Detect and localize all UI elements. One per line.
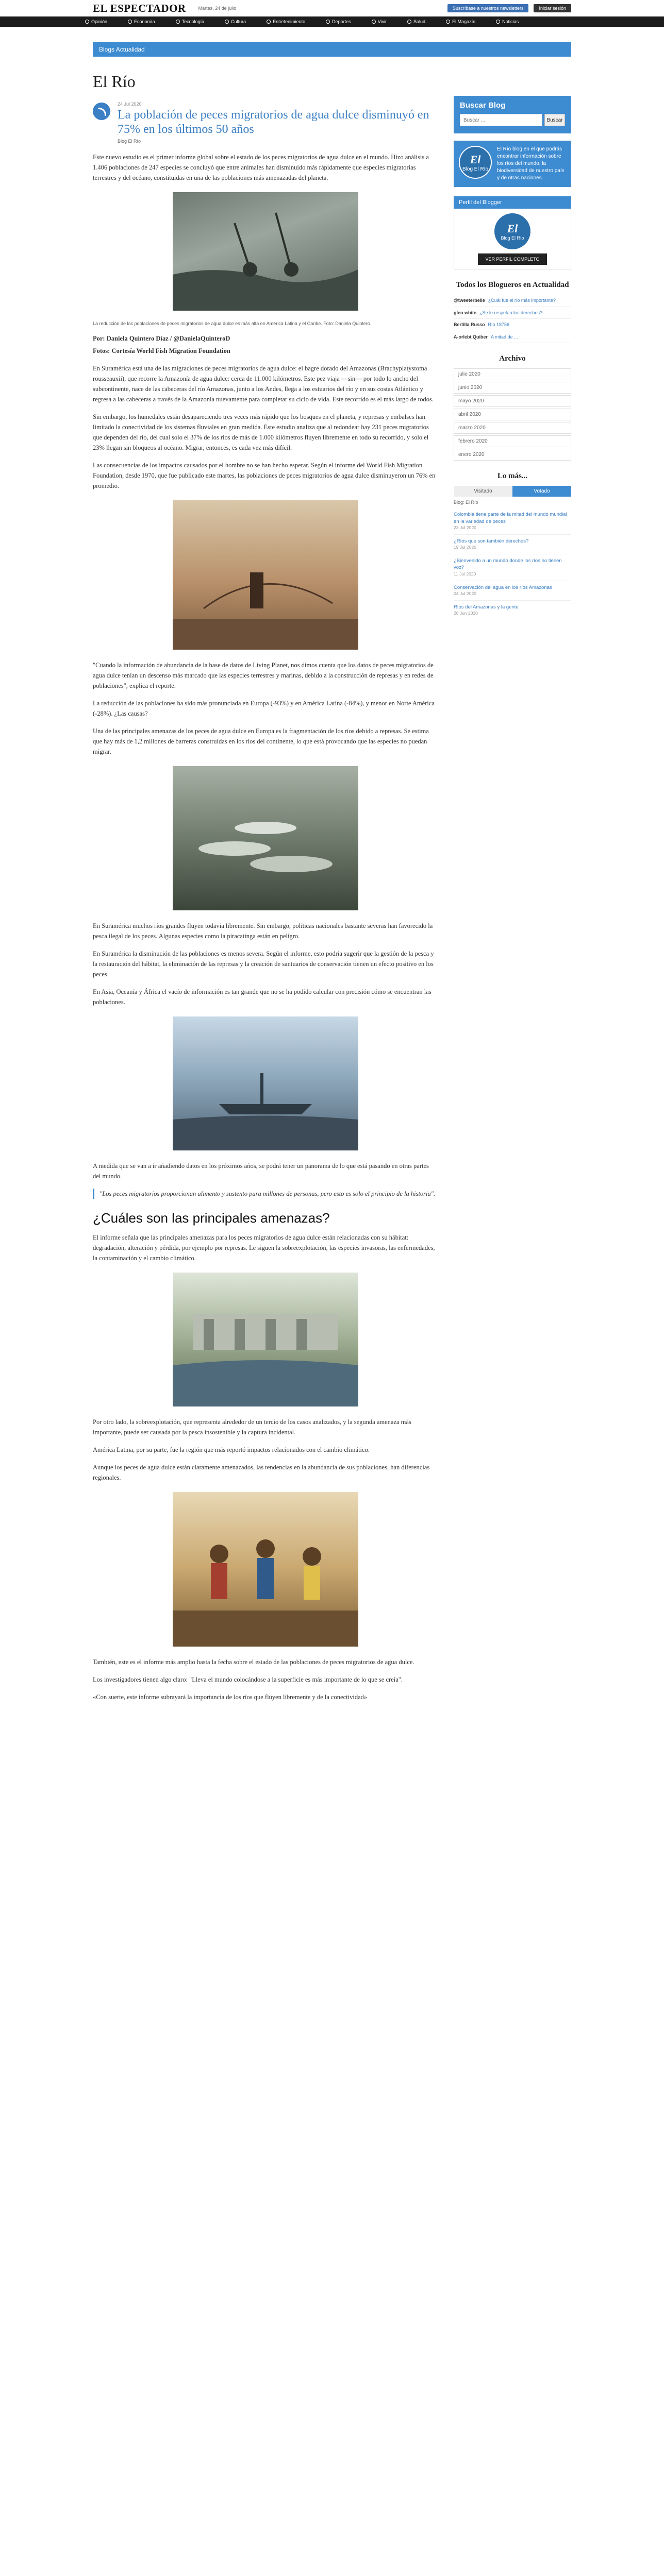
search-row bbox=[460, 114, 565, 126]
list-item[interactable] bbox=[454, 307, 571, 319]
credit-author: Por: Daniela Quintero Díaz / @DanielaQuinteroD bbox=[93, 335, 230, 343]
nav-item-2[interactable] bbox=[165, 16, 215, 27]
nav-icon bbox=[267, 20, 271, 24]
lomas-link[interactable]: Colombia tiene parte de la mitad del mundo mundial en la variedad de peces bbox=[454, 512, 567, 524]
profile-card bbox=[454, 209, 571, 269]
tweet-user: glen white bbox=[454, 310, 477, 315]
list-item[interactable] bbox=[454, 508, 571, 534]
list-item[interactable] bbox=[454, 535, 571, 554]
tweet-user: A-orlebt Quiber bbox=[454, 334, 488, 340]
paragraph: El informe señala que las principales amenazas para los peces migratorios de agua dulce están relacionadas con su hábitat: degradación, alteración y pérdida, por ejemplo por represas. Le siguen la sobreexplotación, las especies invasoras, las enfermedades, la contaminación y el cambio climático. bbox=[93, 1234, 435, 1262]
paragraph: "Cuando la información de abundancia de la base de datos de Living Planet, nos dimos cuenta que los datos de peces migratorios de agua dulce tenían un descenso más marcado que las especies terrestres y marinas, debido a la construcción de represas y en redes de poblaciones", explica el reporte. bbox=[93, 662, 434, 690]
paragraph: En Asia, Oceanía y África el vacío de información es tan grande que no se ha podido calcular con precisión cómo se encuentran las poblaciones. bbox=[93, 988, 431, 1006]
paragraph: «Con suerte, este informe subrayará la importancia de los ríos que fluyen libremente y de la conectividad» bbox=[93, 1693, 368, 1701]
nav-icon bbox=[85, 20, 89, 24]
blog-title[interactable]: El Río bbox=[93, 72, 136, 91]
about-text: El Río blog en el que podrás encontrar información sobre los ríos del mundo, la biodiversidad de nuestro país y de otras naciones. bbox=[497, 146, 565, 181]
post-title[interactable]: La población de peces migratorios de agua dulce disminuyó en 75% en los últimos 50 años bbox=[118, 108, 429, 136]
lomas-date: 11 Jul 2020 bbox=[454, 571, 476, 577]
nav-label: Salud bbox=[413, 19, 426, 24]
list-item[interactable] bbox=[454, 601, 571, 620]
nav-icon bbox=[326, 20, 330, 24]
lomas-link[interactable]: Ríos del Amazonas y la gente bbox=[454, 604, 519, 610]
archive-item[interactable]: febrero 2020 bbox=[454, 435, 571, 447]
lomas-date: 19 Jul 2020 bbox=[454, 545, 476, 550]
nav-label: Cultura bbox=[231, 19, 246, 24]
profile-title: Perfil del Blogger bbox=[454, 196, 571, 209]
lomas-link[interactable]: Conservación del agua en los ríos Amazonas bbox=[454, 584, 552, 590]
blog-section-banner[interactable]: Blogs Actualidad bbox=[93, 42, 571, 57]
nav-icon bbox=[407, 20, 411, 24]
lomas-subtitle: Blog: El Río bbox=[454, 500, 478, 505]
section-heading: ¿Cuáles son las principales amenazas? bbox=[93, 1210, 330, 1226]
list-item[interactable] bbox=[454, 554, 571, 581]
archive-item[interactable]: marzo 2020 bbox=[454, 422, 571, 434]
nav-label: Noticias bbox=[502, 19, 519, 24]
badge-bottom: Blog El Río bbox=[462, 166, 489, 172]
archive-item[interactable]: junio 2020 bbox=[454, 382, 571, 394]
header-actions bbox=[447, 4, 571, 12]
list-item[interactable] bbox=[454, 295, 571, 307]
nav-label: Entretenimiento bbox=[273, 19, 306, 24]
nav-item-1[interactable] bbox=[118, 16, 165, 27]
search-button[interactable]: Buscar bbox=[544, 114, 565, 126]
pull-quote: "Los peces migratorios proporcionan alimento y sustento para millones de personas, pero esto es solo el principio de la historia". bbox=[93, 1189, 438, 1199]
archive-item[interactable]: enero 2020 bbox=[454, 449, 571, 461]
search-input[interactable] bbox=[460, 114, 542, 126]
login-button[interactable]: Iniciar sesión bbox=[534, 4, 571, 12]
lomas-tabs bbox=[454, 486, 571, 497]
post-header bbox=[93, 101, 438, 144]
nav-label: Economía bbox=[134, 19, 155, 24]
sidebar bbox=[454, 67, 571, 1709]
bloggers-title: Todos los Blogueros en Actualidad bbox=[456, 281, 569, 289]
tweet-text: ¿Cuál fue el río más importante? bbox=[488, 298, 556, 303]
post-meta bbox=[118, 101, 438, 144]
paragraph: En Suramérica está una de las migraciones de peces migratorios de agua dulce: el bagre dorado del Amazonas (Brachyplatystoma rousseauxii), que recorre la Amazonía de agua dulce: cerca de 11.000 kilómetros. Este pez viaja —sin— por todo lo ancho del subcontinente, nace de las cabeceras del río Amazonas, junto a los Andes, llega a los estuarios del río y en sus costas Atlántico y regresa a las cabeceras a través de la Amazonía nuevamente para completar su ciclo de vida. Este recorrido es el más largo de todos. bbox=[93, 365, 434, 403]
paragraph: Una de las principales amenazas de los peces de agua dulce en Europa es la fragmentación de los ríos debido a represas. Se estima que hay más de 1,2 millones de barreras construidas en los ríos del continente, lo que está provocando que las especies no puedan migrar. bbox=[93, 727, 429, 756]
tab-votado[interactable]: Votado bbox=[512, 486, 571, 497]
site-logo[interactable]: EL ESPECTADOR bbox=[93, 2, 186, 14]
badge-top: El bbox=[470, 152, 481, 166]
paragraph: Las consecuencias de los impactos causados por el hombre no se han hecho esperar. Según el informe del World Fish Migration Foundation, desde 1970, que fue publicado este martes, las poblaciones de peces migratorios de agua dulce disminuyeron un 76% en promedio. bbox=[93, 462, 436, 490]
lomas-date: 04 Jul 2020 bbox=[454, 590, 476, 596]
nav-icon bbox=[496, 20, 500, 24]
post-lead: Este nuevo estudio es el primer informe global sobre el estado de los peces migratorios de agua dulce en el mundo. Hizo análisis a 1.406 poblaciones de 247 especies se concluyó que entre animales han disminuido más rápidamente que especies migratorias terrestres y del océano, constituidas en una de las poblaciones más amenazadas del planeta. bbox=[93, 154, 429, 182]
photo-illustration bbox=[173, 1016, 358, 1150]
main-column bbox=[93, 67, 438, 1709]
photo-dam bbox=[173, 1273, 358, 1406]
tweet-list bbox=[454, 295, 571, 343]
nav-icon bbox=[372, 20, 376, 24]
tweet-user: Bertilla Russo bbox=[454, 322, 485, 328]
paragraph: La reducción de las poblaciones ha sido más pronunciada en Europa (-93%) y en América Latina (-84%), y menor en Norte América (-28%). ¿Las causas? bbox=[93, 700, 435, 718]
blog-badge bbox=[459, 146, 492, 179]
post-date: 24 Jul 2020 bbox=[118, 101, 142, 107]
search-title: Buscar Blog bbox=[460, 101, 506, 110]
lomas-title: Lo más... bbox=[497, 472, 528, 481]
nav-item-9[interactable] bbox=[486, 16, 529, 27]
photo-fisherman-net bbox=[173, 500, 358, 650]
paragraph: En Suramérica la disminución de las poblaciones es menos severa. Según el informe, esto podría sugerir que la gestión de la pesca y la restauración del hábitat, la eliminación de las represas y la creación de santuarios de conservación tienen un efecto positivo en los peces. bbox=[93, 950, 434, 978]
photo-illustration bbox=[173, 192, 358, 311]
lomas-date: 28 Jun 2020 bbox=[454, 611, 478, 616]
photo-fishermen-river bbox=[173, 192, 358, 311]
photo-illustration bbox=[173, 1273, 358, 1406]
photo-fish-catch bbox=[173, 766, 358, 910]
lomas-link[interactable]: ¿Ríos que son también derechos? bbox=[454, 538, 529, 544]
paragraph: Los investigadores tienen algo claro: "Lleva el mundo colocándose a la superficie es más importante de lo que se creía". bbox=[93, 1676, 403, 1684]
rss-icon[interactable] bbox=[93, 103, 110, 120]
tweet-text: ¿Se le respetan los derechos? bbox=[479, 310, 543, 315]
paragraph: América Latina, por su parte, fue la región que más reportó impactos relacionados con el cambio climático. bbox=[93, 1446, 370, 1454]
list-item[interactable] bbox=[454, 581, 571, 601]
paragraph: También, este es el informe más amplio hasta la fecha sobre el estado de las poblaciones de peces migratorios de agua dulce. bbox=[93, 1658, 414, 1666]
photo-boat-river bbox=[173, 1016, 358, 1150]
paragraph: En Suramérica muchos ríos grandes fluyen todavía libremente. Sin embargo, políticas nacionales bastante severas han favorecido la pesca ilegal de los peces. Algunas especies como la piracatinga están en peligro. bbox=[93, 922, 433, 940]
nav-icon bbox=[225, 20, 229, 24]
post-byline[interactable]: Blog El Río bbox=[118, 139, 141, 144]
lomas-date: 23 Jul 2020 bbox=[454, 524, 476, 530]
photo-fishermen-group bbox=[173, 1492, 358, 1647]
photo-illustration bbox=[173, 766, 358, 910]
photo-illustration bbox=[173, 1492, 358, 1647]
list-item[interactable] bbox=[454, 331, 571, 344]
archive-item[interactable]: mayo 2020 bbox=[454, 395, 571, 407]
lomas-link[interactable]: ¿Bienvenido a un mundo donde los ríos no tienen voz? bbox=[454, 558, 562, 571]
newsletter-button[interactable]: Suscríbase a nuestros newsletters bbox=[447, 4, 529, 12]
tweet-user: @tweeterbelle bbox=[454, 298, 485, 303]
header-date: Martes, 24 de julio bbox=[198, 6, 237, 11]
avatar[interactable] bbox=[494, 213, 530, 249]
archive-title: Archivo bbox=[499, 354, 526, 363]
view-profile-button[interactable]: VER PERFIL COMPLETO bbox=[478, 253, 546, 265]
tweet-text: A mitad de ... bbox=[491, 334, 518, 340]
search-widget bbox=[454, 96, 571, 133]
paragraph: Por otro lado, la sobreexplotación, que representa alrededor de un tercio de los casos analizados, y la segunda amenaza más importante, puede ser causada por la pesca insostenible y la captura incidental. bbox=[93, 1418, 411, 1436]
nav-label: Vivir bbox=[377, 19, 387, 24]
paragraph: Aunque los peces de agua dulce están claramente amenazados, las tendencias en la abundancia de sus poblaciones, han diferencias regionales. bbox=[93, 1464, 430, 1482]
archive-item[interactable]: abril 2020 bbox=[454, 409, 571, 420]
avatar-top: El bbox=[507, 222, 518, 235]
banner-wrap bbox=[0, 42, 664, 57]
top-bar bbox=[0, 0, 664, 16]
archive-item[interactable]: julio 2020 bbox=[454, 368, 571, 380]
photo-caption: La reducción de las poblaciones de peces migratorios de agua dulce es más alta en América Latina y el Caribe. Foto: Daniela Quintero. bbox=[93, 321, 372, 327]
post-body bbox=[93, 152, 438, 1702]
nav-item-3[interactable] bbox=[214, 16, 256, 27]
nav-item-0[interactable] bbox=[75, 16, 118, 27]
paragraph: A medida que se van a ir añadiendo datos en los próximos años, se podrá tener un panorama de lo que está pasando en otras partes del mundo. bbox=[93, 1162, 429, 1180]
nav-item-5[interactable] bbox=[316, 16, 361, 27]
list-item[interactable] bbox=[454, 319, 571, 331]
lomas-list bbox=[454, 508, 571, 620]
tweet-text: Río 18756 bbox=[488, 322, 510, 328]
nav-label: Opinión bbox=[91, 19, 108, 24]
nav-label: Deportes bbox=[332, 19, 351, 24]
nav-item-7[interactable] bbox=[397, 16, 436, 27]
nav-label: El Magazín bbox=[452, 19, 476, 24]
photo-illustration bbox=[173, 500, 358, 650]
archive-list bbox=[454, 368, 571, 461]
nav-item-6[interactable] bbox=[361, 16, 397, 27]
nav-item-8[interactable] bbox=[436, 16, 486, 27]
nav-item-4[interactable] bbox=[256, 16, 316, 27]
nav-label: Tecnología bbox=[181, 19, 205, 24]
nav-icon bbox=[176, 20, 180, 24]
about-widget bbox=[454, 141, 571, 187]
nav-icon bbox=[446, 20, 450, 24]
page-layout bbox=[0, 67, 664, 1709]
nav-icon bbox=[128, 20, 132, 24]
avatar-bottom: Blog El Río bbox=[501, 235, 524, 241]
main-nav bbox=[0, 16, 664, 27]
credit-photos: Fotos: Cortesía World Fish Migration Foundation bbox=[93, 347, 230, 355]
tab-visitado[interactable]: Visitado bbox=[454, 486, 512, 497]
paragraph: Sin embargo, los humedales están desapareciendo tres veces más rápido que los bosques en el planeta, y represas y embalses han limitado la conectividad de los sistemas fluviales en gran medida. Este estudio analiza que al redondear hay 231 peces migratorios que dependen del río, del cual solo el 37% de los ríos de más de 1.000 kilómetros fluyen libremente en todo su recorrido, y solo el 23% llegan sin bloqueos al océano. Migrar, entonces, es cada vez más difícil. bbox=[93, 413, 429, 452]
